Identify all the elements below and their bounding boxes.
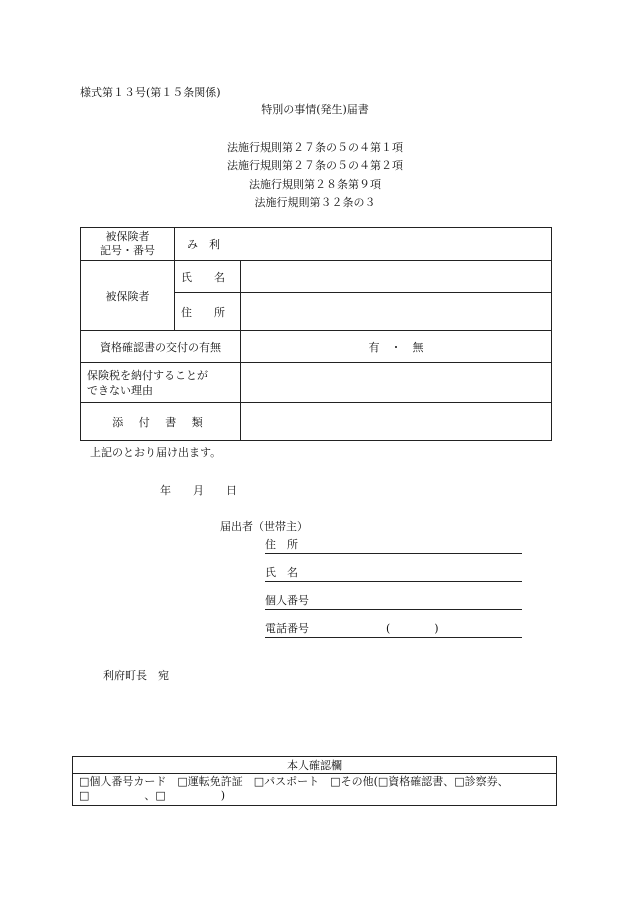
addressee: 利府町長 宛 [103,669,169,682]
insured-symbol-field[interactable]: み 利 [175,228,552,261]
address-field[interactable] [241,293,552,331]
name-label: 氏 名 [175,261,241,293]
name-field[interactable] [241,261,552,293]
address-label: 住 所 [175,293,241,331]
applicant-address-label: 住 所 [265,538,298,551]
reason-label: 保険税を納付することが できない理由 [81,363,241,403]
regulation-line: 法施行規則第３２条の３ [254,196,376,209]
applicant-phone-label: 電話番号 ( ) [265,622,439,635]
applicant-label: 届出者（世帯主） [220,520,308,533]
applicant-address-line[interactable] [265,540,522,554]
certificate-choice[interactable]: 有 ・ 無 [241,331,552,363]
attachments-field[interactable] [241,403,552,441]
regulation-line: 法施行規則第２７条の５の４第２項 [227,159,403,172]
notification-table [80,227,552,441]
insured-symbol-label: 被保険者 記号・番号 [81,228,175,261]
date-line[interactable]: 年 月 日 [160,484,237,497]
applicant-name-line[interactable] [265,568,522,582]
applicant-personal-number-label: 個人番号 [265,594,309,607]
statement: 上記のとおり届け出ます。 [90,446,222,459]
insured-label: 被保険者 [81,261,175,331]
confirmation-other-options[interactable]: □ 、□ ) [79,789,226,802]
confirmation-options[interactable]: □個人番号カード □運転免許証 □パスポート □その他(□資格確認書、□診察券、 [79,775,509,788]
attachments-label: 添 付 書 類 [81,403,241,441]
applicant-name-label: 氏 名 [265,566,298,579]
regulation-line: 法施行規則第２７条の５の４第１項 [227,141,403,154]
applicant-phone-line[interactable] [265,624,522,638]
identity-confirmation-box [72,756,557,806]
page-title: 特別の事情(発生)届書 [261,103,369,116]
reason-field[interactable] [241,363,552,403]
applicant-personal-number-line[interactable] [265,596,522,610]
certificate-label: 資格確認書の交付の有無 [81,331,241,363]
regulation-line: 法施行規則第２８条第９項 [249,178,381,191]
form-number: 様式第１３号(第１５条関係) [80,86,221,99]
confirmation-header: 本人確認欄 [73,757,557,774]
